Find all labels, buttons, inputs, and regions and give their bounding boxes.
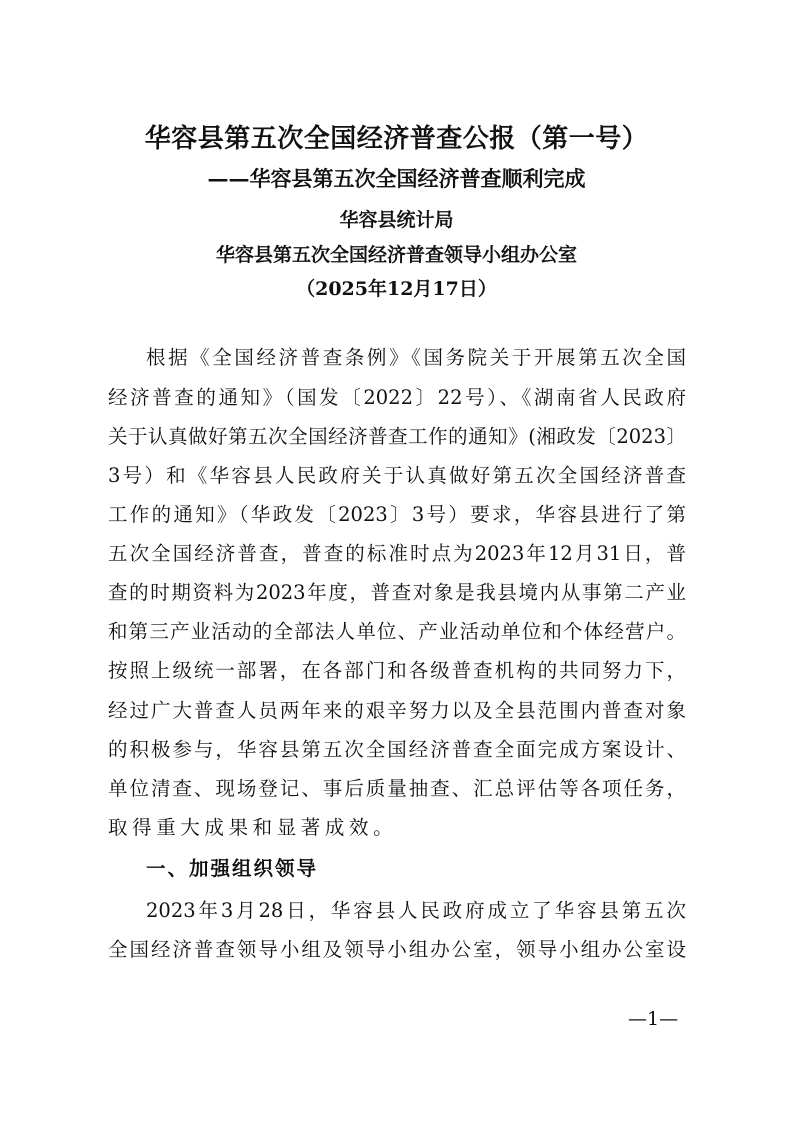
body-line: 2023年3月28日，华容县人民政府成立了华容县第五次 [146, 899, 686, 922]
body-line: 和第三产业活动的全部法人单位、产业活动单位和个体经营户。 [108, 620, 686, 643]
body-line: 五次全国经济普查，普查的标准时点为2023年12月31日，普 [108, 542, 686, 565]
publication-date: （2025年12月17日） [296, 278, 497, 300]
document-subtitle: ——华容县第五次全国经济普查顺利完成 [207, 166, 586, 191]
body-line: 的积极参与，华容县第五次全国经济普查全面完成方案设计、 [108, 738, 686, 761]
body-line: 关于认真做好第五次全国经济普查工作的通知》(湘政发〔2023〕 [108, 425, 686, 448]
body-line: 根据《全国经济普查条例》《国务院关于开展第五次全国 [146, 346, 686, 369]
body-line: 查的时期资料为2023年度，普查对象是我县境内从事第二产业 [108, 581, 686, 604]
issuer-statistics-bureau: 华容县统计局 [339, 209, 454, 231]
body-line: 经过广大普查人员两年来的艰辛努力以及全县范围内普查对象 [108, 699, 686, 722]
document-title: 华容县第五次全国经济普查公报（第一号） [144, 124, 649, 154]
issuer-census-office: 华容县第五次全国经济普查领导小组办公室 [215, 244, 577, 266]
body-line: 全国经济普查领导小组及领导小组办公室，领导小组办公室设 [108, 938, 686, 961]
page-number: —1— [628, 1008, 679, 1030]
body-line: 工作的通知》（华政发〔2023〕3号）要求，华容县进行了第 [108, 503, 686, 526]
body-line: 单位清查、现场登记、事后质量抽查、汇总评估等各项任务， [108, 777, 686, 800]
body-line: 3号）和《华容县人民政府关于认真做好第五次全国经济普查 [108, 464, 686, 487]
body-line: 取得重大成果和显著成效。 [108, 816, 398, 839]
body-line: 经济普查的通知》（国发〔2022〕22号）、《湖南省人民政府 [108, 386, 686, 409]
section-heading: 一、加强组织领导 [146, 857, 319, 880]
body-line: 按照上级统一部署，在各部门和各级普查机构的共同努力下， [108, 659, 686, 682]
